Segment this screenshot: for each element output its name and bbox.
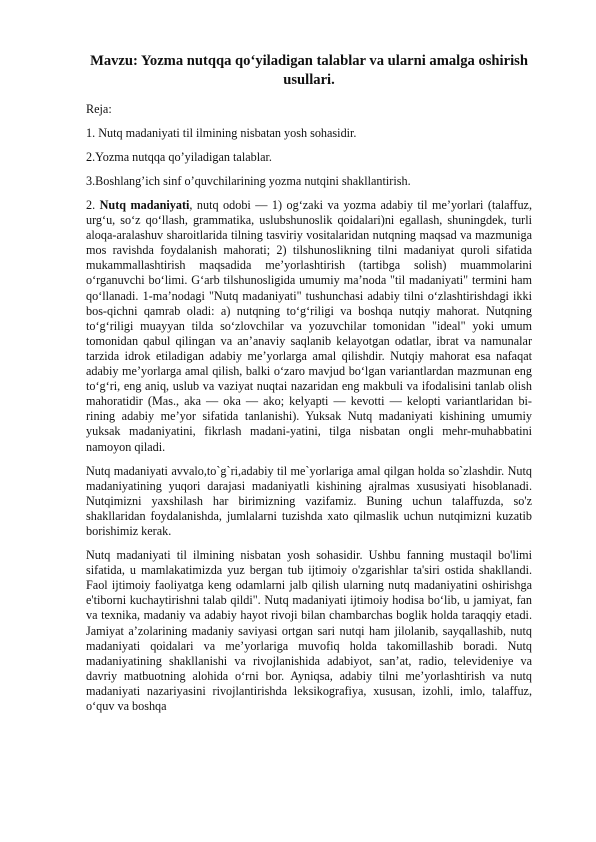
paragraph-definition-body: , nutq odobi — 1) og‘zaki va yozma adabiy til me’yorlari (talaffuz, urg‘u, so‘z qo‘llash, grammatika, uslubshunoslik qoidalari)ni egallash, shuningdek, turli aloqa-aralashuv sharoitlarida tilning tasviriy vositalaridan nutqning maqsad va mazmuniga mos ravishda foydalanish mahorati; 2) tilshunoslikning tilni madaniyat quroli sifatida mukammallashtirish maqsadida me’yorlashtirish (tartibga solish) muammolarini o‘rganuvchi bo‘limi. G‘arb tilshunosligida umumiy ma’noda "til madaniyati" termini ham qo‘llanadi. 1-ma’nodagi "Nutq madaniyati" tushunchasi adabiy tilni o‘zlashtirishdagi ikki bos-qichni qamrab oladi: a) nutqning to‘g‘riligi va boshqa nutqiy mahorat. Nutqning to‘g‘riligi muayyan tilda so‘zlovchilar va yozuvchilar tomonidan "ideal" yoki umum tomonidan qabul qilingan va an’anaviy saqlanib kelayotgan odatlar, ibrat va namunalar tarzida idrok etiladigan adabiy me’yorlarga amal qilishdir. Nutqiy mahorat esa nafaqat adabiy me’yorlarga amal qilish, balki o‘zaro mavjud bo‘lgan variantlardan mazmunan eng to‘g‘ri, eng aniq, uslub va vaziyat nuqtai nazaridan eng makbuli va ifodalisini tanlab olish mahoratidir (Mas., aka — oka — ako; kelyapti — kevotti — kelopti variantlaridan bi-rining adabiy me’yor sifatida tanlanishi). Yuksak Nutq madaniyati kishining umumiy yuksak madaniyatini, fikrlash madani-yatini, tilga nisbatan ongli mehr-muhabbatini namoyon qiladi.: [86, 198, 532, 454]
plan-item-1: 1. Nutq madaniyati til ilmining nisbatan yosh sohasidir.: [86, 126, 357, 140]
term-nutq-madaniyati: Nutq madaniyati: [99, 198, 190, 212]
plan-item-3: 3.Boshlang’ich sinf o’quvchilarining yozma nutqini shakllantirish.: [86, 174, 411, 188]
plan-item-2: 2.Yozma nutqqa qo’yiladigan talablar.: [86, 150, 272, 164]
paragraph-speech-culture-field: Nutq madaniyati til ilmining nisbatan yosh sohasidir. Ushbu fanning mustaqil bo'limi sifatida, u mamlakatimizda yuz bergan tub ijtimoiy o'zgarishlar ta'siri ostida shakllandi. Faol ijtimoiy faoliyatga keng odamlarni jalb qilish ularning nutq madaniyatini oshirishga e'tiborni kuchaytirishni talab qildi". Nutq madaniyati ijtimoiy hodisa bo‘lib, u jamiyat, fan va texnika, madaniy va adabiy hayot rivoji bilan chambarchas boglik holda taraqqiy etadi. Jamiyat a’zolarining madaniy saviyasi ortgan sari nutqi ham jilolanib, sayqallashib, nutq madaniyati qoidalari va me’yorlariga muvofiq holda takomillashib boradi. Nutq madaniyatining shakllanishi va rivojlanishida adabiyot, san’at, radio, televideniye va davriy matbuotning alohida o‘rni bor. Ayniqsa, adabiy tilni me’yorlashtirish va nutq madaniyati nazariyasini rivojlantirishda leksikografiya, xususan, izohli, imlo, talaffuz, o‘quv va boshqa: [86, 548, 532, 713]
paragraph-number: 2.: [86, 198, 100, 212]
paragraph-nutq-madaniyati-definition: [86, 198, 532, 455]
paragraph-speech-culture-norms: Nutq madaniyati avvalo,to`g`ri,adabiy til me`yorlariga amal qilgan holda so`zlashdir. Nutq madaniyatining yuqori darajasi madaniyatli kishining ajralmas xususiyati hisoblanadi. Nutqimizni yaxshilash har birimizning vazifamiz. Buning uchun talaffuzda, so'z shakllaridan foydalanishda, jumlalarni tuzishda xato qilmaslik uchun nutqimizni kuzatib borishimiz kerak.: [86, 463, 532, 538]
document-page: [86, 52, 532, 723]
document-title: Mavzu: Yozma nutqqa qo‘yiladigan talablar va ularni amalga oshirish usullari.: [90, 53, 528, 88]
plan-heading: Reja:: [86, 102, 112, 116]
